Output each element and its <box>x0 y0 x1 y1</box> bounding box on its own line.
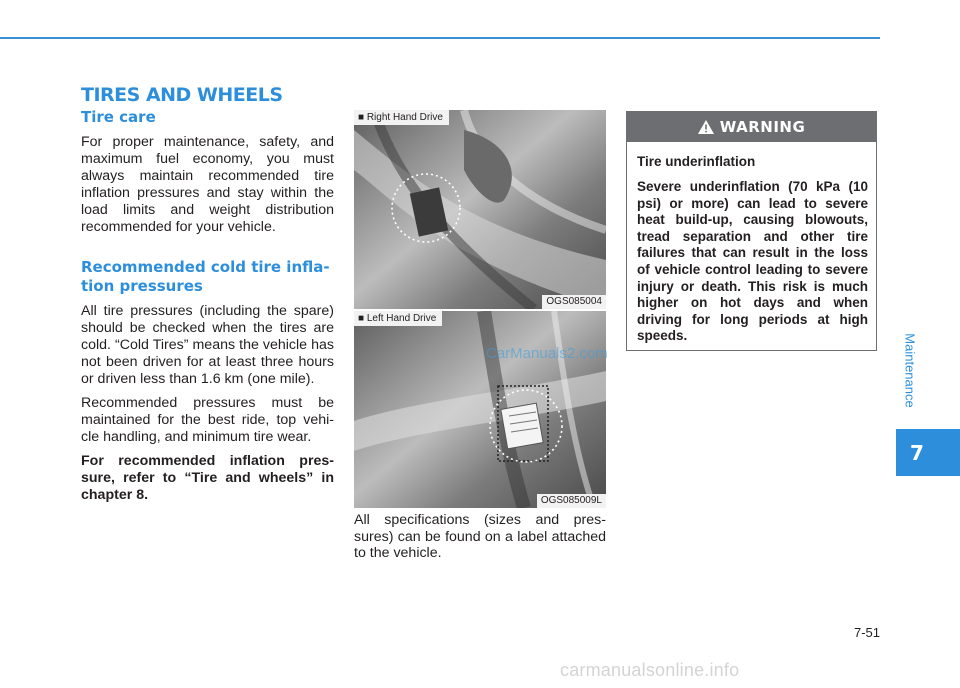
warning-header <box>627 112 876 142</box>
page-number: 7-51 <box>853 625 880 640</box>
watermark-bottom: carmanualsonline.info <box>560 660 740 680</box>
figure-code: OGS085009L <box>537 494 606 508</box>
figure-left-hand-drive <box>354 311 606 508</box>
warning-body <box>627 142 876 345</box>
top-rule <box>0 37 880 39</box>
tire-care-heading: Tire care <box>81 108 156 126</box>
figure-right-hand-drive <box>354 110 606 309</box>
figure-caption: All specifications (sizes and pres- sures) can be found on a label attached to the vehicle. <box>354 512 606 561</box>
cold-pressure-paragraph-1: All tire pressures (including the spare) should be checked when the tires are cold. “Cold Tires” means the vehicle has not been driven for at least three hours or driven less than 1.6 km (one mile). <box>81 303 334 387</box>
warning-triangle-icon <box>698 120 714 134</box>
chapter-side-label-text: Maintenance <box>902 332 918 408</box>
warning-text: Severe underinflation (70 kPa (10 psi) or more) can lead to severe heat build-up, causing blowouts, tread separation and other tire failures that can result in the loss of vehicle control leading to severe injury or death. This risk is much higher on hot days and when driving for long periods at high speeds. <box>637 179 868 344</box>
cold-pressure-heading-line1: Recommended cold tire infla- <box>81 258 330 276</box>
section-title: TIRES AND WHEELS <box>81 84 283 106</box>
door-pillar-illustration <box>354 311 606 508</box>
chapter-tab: 7 <box>896 429 960 476</box>
figure-label: ■ Left Hand Drive <box>354 311 442 326</box>
left-column <box>81 108 334 504</box>
warning-subtitle: Tire underinflation <box>637 154 756 169</box>
warning-box <box>626 111 877 351</box>
figure-code: OGS085004 <box>542 295 606 309</box>
cold-pressure-paragraph-3: For recommended inflation pres- sure, refer to “Tire and wheels” in chapter 8. <box>81 453 334 503</box>
chapter-side-label <box>896 300 924 440</box>
figure-label: ■ Right Hand Drive <box>354 110 449 125</box>
warning-title: WARNING <box>719 118 806 136</box>
cold-pressure-heading <box>81 258 334 296</box>
tire-care-paragraph: For proper maintenance, safety, and maximum fuel economy, you must always maintain recommended tire inflation pressures and stay within the load limits and weight distribution recommended for your vehicle. <box>81 134 334 235</box>
door-pillar-illustration <box>354 110 606 309</box>
watermark-mid: CarManuals2.com <box>486 345 608 362</box>
cold-pressure-paragraph-2: Recommended pressures must be maintained for the best ride, top vehi- cle handling, and minimum tire wear. <box>81 395 334 445</box>
cold-pressure-heading-line2: tion pressures <box>81 277 203 295</box>
